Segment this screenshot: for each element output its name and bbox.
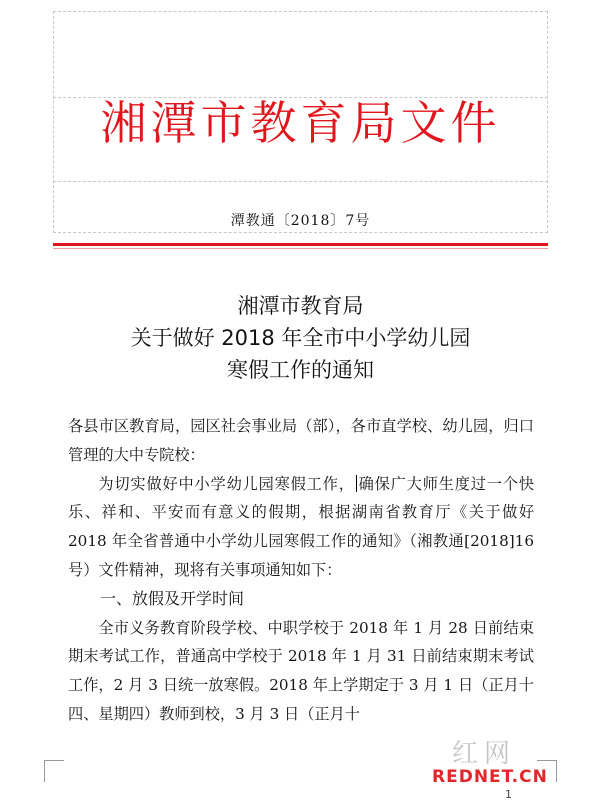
salutation: 各县市区教育局，园区社会事业局（部），各市直学校、幼儿园，归口管理的大中专院校： [68, 417, 534, 464]
red-separator-line [53, 243, 548, 246]
notice-title-line2: 关于做好 2018 年全市中小学幼儿园 [130, 326, 471, 350]
paragraph-schedule: 全市义务教育阶段学校、中职学校于 2018 年 1 月 28 日前结束期末考试工作，普通高中学校于 2018 年 1 月 31 日前结束期末考试工作，2 月 3 日统一放寒假。2018 年上学期定于 3 月 1 日（正月十四、星期四）教师到校，3 月 3 日（正月十 [68, 618, 534, 723]
section-heading-1: 一、放假及开学时间 [100, 588, 245, 608]
crop-mark [556, 760, 557, 782]
crop-mark [44, 760, 64, 761]
crop-mark [44, 760, 45, 782]
document-number: 潭教通〔2018〕7号 [230, 213, 371, 229]
crop-mark [537, 760, 557, 761]
guide-line [53, 232, 548, 233]
paragraph-intro [68, 470, 534, 585]
document-header-title: 湘潭市教育局文件 [100, 96, 501, 150]
notice-title-line3: 寒假工作的通知 [227, 358, 374, 382]
page-number: 1 [505, 788, 512, 801]
document-body[interactable] [68, 412, 534, 729]
paragraph-intro-part1: 为切实做好中小学幼儿园寒假工作， [98, 474, 355, 493]
notice-title-line1: 湘潭市教育局 [237, 294, 364, 318]
text-cursor [356, 475, 357, 492]
watermark-seal: 红网 [452, 739, 517, 769]
guide-line [53, 181, 548, 182]
paragraph-intro-part2: 确保广大师生度过一个快乐、祥和、平安而有意义的假期，根据湖南省教育厅《关于做好 2018 年全省普通中小学幼儿园寒假工作的通知》（湘教通[2018]16 号）文件精神，现将有关事项通知如下： [68, 474, 535, 579]
guide-line [53, 11, 548, 12]
red-separator-shadow [53, 248, 548, 249]
watermark-logo: REDNET.CN [432, 767, 548, 787]
notice-title [0, 290, 601, 386]
